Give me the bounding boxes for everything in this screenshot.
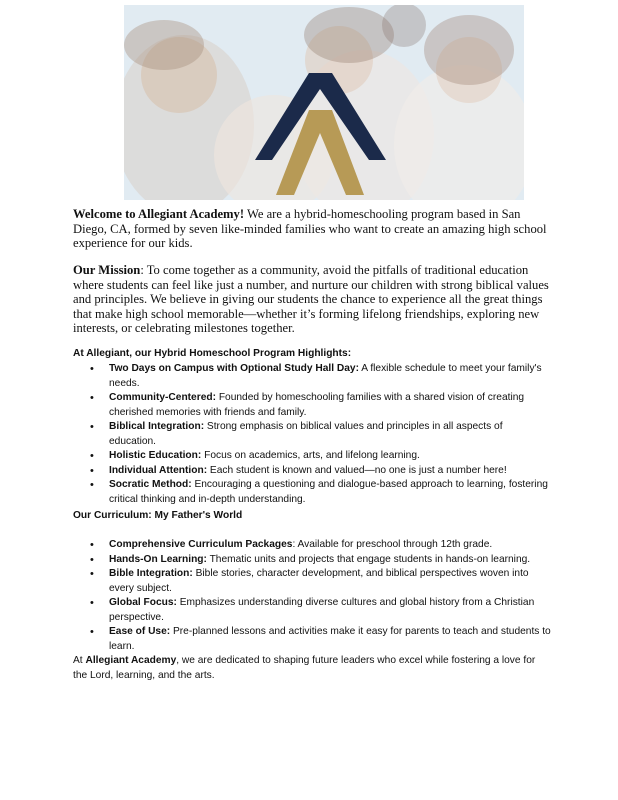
hero-image: [124, 5, 524, 200]
item-text: Strong emphasis on biblical values and principles in all aspects of education.: [109, 421, 503, 447]
list-item: [73, 567, 551, 596]
list-item: [73, 420, 551, 449]
list-item: [73, 478, 551, 507]
list-item: [73, 596, 551, 625]
welcome-paragraph: [73, 207, 551, 251]
item-bold: Hands-On Learning:: [109, 553, 207, 565]
item-text: Founded by homeschooling families with a shared vision of creating cherished memories with friends and family.: [109, 392, 525, 418]
item-text: A flexible schedule to meet your family's needs.: [109, 363, 542, 389]
item-text: Each student is known and valued—no one is just a number here!: [207, 464, 507, 476]
item-bold: Two Days on Campus with Optional Study Hall Day:: [109, 363, 359, 374]
item-text: : Available for preschool through 12th grade.: [292, 539, 493, 550]
item-bold: Individual Attention:: [109, 464, 208, 476]
item-text: Thematic units and projects that engage students in hands-on learning.: [206, 553, 531, 565]
closing-paragraph: [73, 654, 551, 683]
highlights-list: [73, 362, 551, 507]
curriculum-list: [73, 538, 551, 654]
item-bold: Comprehensive Curriculum Packages: [109, 539, 293, 550]
closing-bold: Allegiant Academy: [85, 655, 177, 666]
mission-paragraph: [73, 263, 551, 336]
item-text: Bible stories, character development, and biblical perspectives woven into every subject.: [109, 568, 529, 594]
list-item: [73, 464, 551, 479]
list-item: [73, 362, 551, 391]
item-bold: Global Focus:: [109, 597, 177, 608]
item-bold: Bible Integration:: [109, 568, 193, 579]
item-text: Focus on academics, arts, and lifelong learning.: [201, 450, 420, 461]
list-item: [73, 449, 551, 464]
list-item: [73, 625, 551, 654]
list-item: [73, 553, 551, 568]
item-bold: Biblical Integration:: [109, 421, 205, 432]
highlights-heading: At Allegiant, our Hybrid Homeschool Program Highlights:: [73, 348, 352, 359]
item-bold: Community-Centered:: [109, 392, 216, 403]
closing-pre: At: [73, 655, 86, 666]
item-text: Pre-planned lessons and activities make it easy for parents to teach and students to learn.: [109, 626, 551, 652]
closing-text: , we are dedicated to shaping future leaders who excel while fostering a love for the Lord, learning, and the arts.: [73, 655, 536, 681]
item-bold: Socratic Method:: [109, 479, 192, 490]
welcome-bold: Welcome to Allegiant Academy!: [73, 207, 245, 221]
item-text: Encouraging a questioning and dialogue-based approach to learning, fostering critical thinking and in-depth understanding.: [109, 479, 548, 505]
list-item: [73, 538, 551, 553]
students-photo-icon: [124, 5, 524, 200]
item-text: Emphasizes understanding diverse cultures and global history from a Christian perspective.: [109, 597, 535, 623]
curriculum-heading: Our Curriculum: My Father's World: [73, 510, 243, 521]
item-bold: Ease of Use:: [109, 626, 171, 637]
item-bold: Holistic Education:: [109, 450, 202, 461]
welcome-text: We are a hybrid-homeschooling program based in San Diego, CA, formed by seven like-minded families who want to create an amazing high school experience for our kids.: [73, 207, 547, 251]
list-item: [73, 391, 551, 420]
mission-text: : To come together as a community, avoid the pitfalls of traditional education where students can feel like just a number, and nurture our children with strong biblical values and principles. We believe in giving our students the chance to experience all the great things that make high school memorable—whether it’s forming lifelong friendships, exploring new interests, or celebrating milestones together.: [73, 263, 549, 336]
mission-bold: Our Mission: [73, 263, 141, 277]
